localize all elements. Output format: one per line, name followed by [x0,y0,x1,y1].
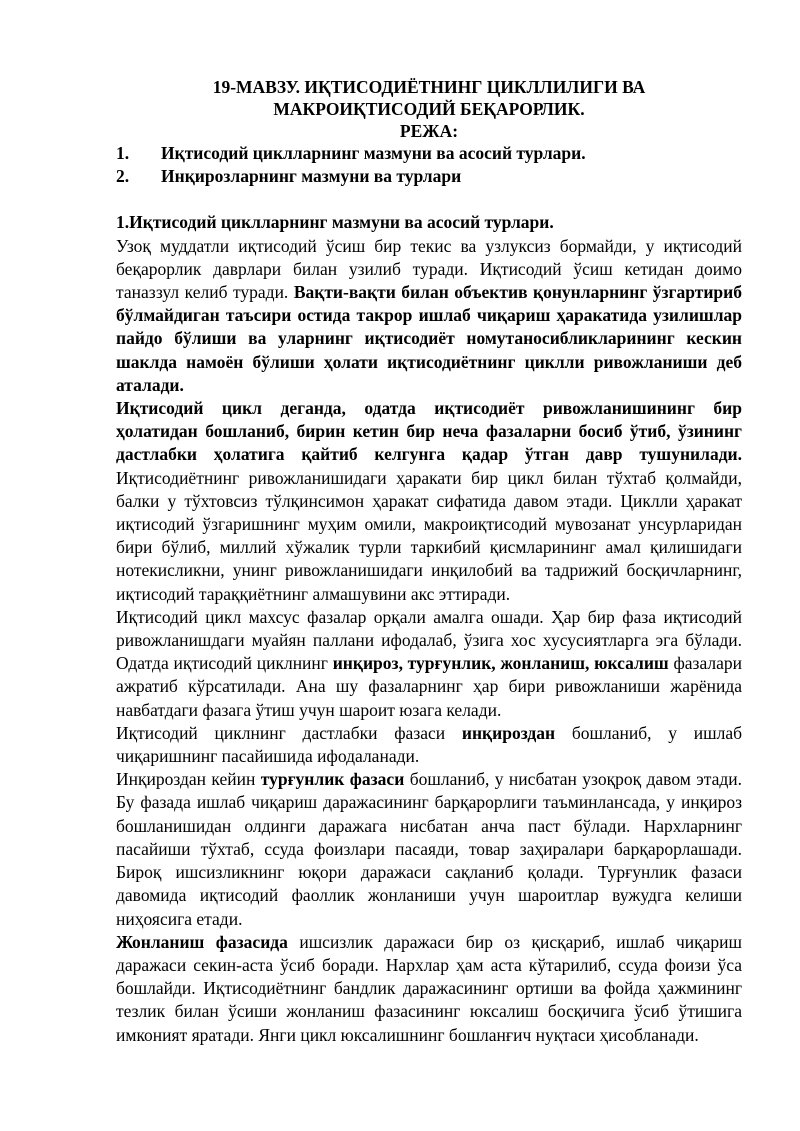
paragraph-3-text-end: фазалари ажратиб кўрсатилади. Ана шу фазаларнинг ҳар бири ривожланиши жарёнида навбатдаги фазага ўтиш учун шароит юзага келади. [116,653,743,720]
paragraph-2-bold: Иқтисодий цикл деганда, одатда иқтисодиёт ривожланишининг бир ҳолатидан бошланиб, бирин кетин бир неча фазаларни босиб ўтиб, ўзининг дастлабки ҳолатига қайтиб келгунга қадар ўтган давр тушунилади. [116,398,742,465]
paragraph-6-text: ишсизлик даражаси бир оз қисқариб, ишлаб чиқариш даражаси секин-аста ўсиб боради. Нархлар ҳам аста кўтарилиб, ссуда фоизи ўса бошлайди. Иқтисодиётнинг бандлик даражасининг ортиши ва фойда ҳажмининг тезлик билан ўсиши жонланиш фазасининг юксалиш босқичига ўсиб ўтишига имконият яратади. Янги цикл юксалишнинг бошланғич нуқтаси ҳисобланади. [116,931,742,1045]
plan-item-number: 1. [116,143,130,163]
plan-heading: РЕЖА: [399,121,459,141]
paragraph-5 [116,768,742,930]
paragraph-6-bold: Жонланиш фазасида [116,931,288,952]
paragraph-5-bold: турғунлик фазаси [260,769,405,790]
paragraph-4-bold: инқироздан [461,722,556,743]
paragraph-2-text: Иқтисодиётнинг ривожланишидаги ҳаракати бир цикл билан тўхтаб қолмайди, балки у тўхтовсиз тўлқинсимон ҳаракат сифатида давом этади. Циклли ҳаракат иқтисодий ўзгаришнинг муҳим омили, макроиқтисодий мувозанат унсурларидан бири бўлиб, миллий хўжалик турли таркибий қисмларининг амал қилишидаги нотекисликни, унинг ривожланишидаги инқилобий ва тадрижий босқичларнинг, иқтисодий тараққиётнинг алмашувини акс эттиради. [116,467,742,604]
paragraph-4-text: Иқтисодий циклнинг дастлабки фазаси [116,722,462,743]
paragraph-4 [116,722,742,768]
paragraph-5-text: Инқироздан кейин [116,769,261,790]
paragraph-3-text: Иқтисодий цикл махсус фазалар орқали амалга ошади. Ҳар бир фаза иқтисодий ривожланишдаги муайян паллани ифодалаб, ўзига хос хусусиятларга эга бўлади. Одатда иқтисодий циклнинг [116,606,742,674]
paragraph-6 [116,931,742,1047]
section-heading: 1.Иқтисодий циклларнинг мазмуни ва асосий турлари. [116,212,554,233]
paragraph-2 [116,397,742,606]
paragraph-3-bold: инқироз, турғунлик, жонланиш, юксалиш [332,653,669,674]
plan-item [116,165,742,188]
title-line-2: МАКРОИҚТИСОДИЙ БЕҚАРОРЛИК. [273,99,585,119]
title-line-1: 19-МАВЗУ. ИҚТИСОДИЁТНИНГ ЦИКЛЛИЛИГИ ВА [212,77,646,97]
paragraph-3 [116,606,742,722]
paragraph-1-text: Узоқ муддатли иқтисодий ўсиш бир текис ва узлуксиз бормайди, у иқтисодий беқарорлик даврлари билан узилиб туради. Иқтисодий ўсиш кетидан доимо таназзул келиб туради. [116,235,742,303]
plan-item-text: Иқтисодий циклларнинг мазмуни ва асосий турлари. [161,143,586,163]
paragraph-4-text-end: бошланиб, у ишлаб чиқаришнинг пасайишида ифодаланади. [116,722,742,767]
plan-item [116,142,742,165]
spacer [116,188,742,211]
document-title [116,76,742,142]
paragraph-1 [116,235,742,397]
plan-item-number: 2. [116,166,130,187]
paragraph-1-bold: Вақти-вақти билан объектив қонунларнинг ўзгартириб бўлмайдиган таъсири остида такрор ишлаб чиқариш ҳаракатида узилишлар пайдо бўлиши ва уларнинг иқтисодиёт номутаносибликларининг кескин шаклда намоён бўлиши ҳолати иқтисодиётнинг циклли ривожланиши деб аталади. [116,282,742,395]
plan-item-text: Инқирозларнинг мазмуни ва турлари [161,166,462,187]
plan-list [116,142,742,188]
paragraph-5-text-end: бошланиб, у нисбатан узоқроқ давом этади. Бу фазада ишлаб чиқариш даражасининг барқарорлиги таъминлансада, у инқироз бошланишидан олдинги даражага нисбатан анча паст бўлади. Нархларнинг пасайиши тўхтаб, ссуда фоизлари пасаяди, товар заҳиралари барқарорлашади. Бироқ ишсизликнинг юқори даражаси сақланиб қолади. Турғунлик фазаси давомида иқтисодий фаоллик жонланиши учун шароитлар вужудга келиши ниҳоясига етади. [116,769,743,929]
